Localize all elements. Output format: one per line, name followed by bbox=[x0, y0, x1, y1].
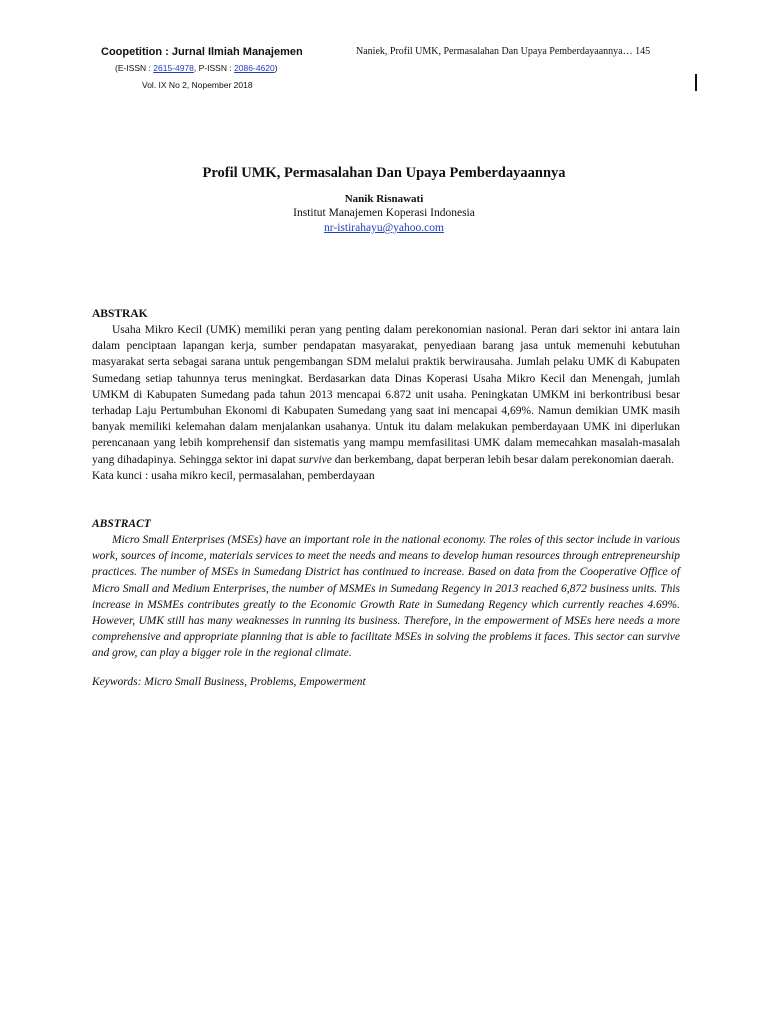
abstract-heading: ABSTRACT bbox=[92, 518, 151, 530]
abstract-keywords: Keywords: Micro Small Business, Problems, Empowerment bbox=[92, 675, 366, 688]
issn-prefix: (E-ISSN : bbox=[115, 63, 154, 73]
running-head: Naniek, Profil UMK, Permasalahan Dan Upaya Pemberdayaannya… 145 bbox=[356, 46, 651, 57]
abstract-section bbox=[92, 516, 680, 690]
text-cursor-marker bbox=[695, 74, 697, 91]
abstrak-section bbox=[92, 306, 680, 484]
volume-info: Vol. IX No 2, Nopember 2018 bbox=[142, 80, 253, 90]
abstrak-body bbox=[92, 322, 680, 468]
journal-name: Coopetition : Jurnal Ilmiah Manajemen bbox=[101, 46, 303, 58]
abstrak-italic-term: survive bbox=[298, 453, 332, 466]
pissn-link[interactable]: 2086-4620 bbox=[234, 63, 275, 73]
issn-line bbox=[115, 63, 321, 74]
abstrak-keywords: Kata kunci : usaha mikro kecil, permasalahan, pemberdayaan bbox=[92, 469, 375, 482]
issn-suffix: ) bbox=[274, 63, 278, 73]
article-title: Profil UMK, Permasalahan Dan Upaya Pemberdayaannya bbox=[202, 165, 566, 181]
journal-info bbox=[101, 45, 321, 91]
author-affiliation: Institut Manajemen Koperasi Indonesia bbox=[293, 207, 475, 219]
issn-mid: , P-ISSN : bbox=[193, 63, 235, 73]
abstrak-body-text: Usaha Mikro Kecil (UMK) memiliki peran yang penting dalam perekonomian nasional. Peran dari sektor ini antara lain dalam penciptaan lapangan kerja, sumber pendapatan masyarakat, penyediaan barang jasa untuk memenuhi kebutuhan masyarakat serta sebagai sarana untuk pengembangan SDM melalui praktik berwirausaha. Jumlah pelaku UMK di Kabupaten Sumedang setiap tahunnya terus meningkat. Berdasarkan data Dinas Koperasi Usaha Mikro Kecil dan Menengah, jumlah UMKM di Kabupaten Sumedang pada tahun 2013 mencapai 6.872 unit usaha. Peningkatan UMKM ini berkontribusi besar terhadap Laju Pertumbuhan Ekonomi di Kabupaten Sumedang yang saat ini mencapai 4,69%. Namun demikian UMK masih banyak memiliki kelemahan dalam menjalankan usahanya. Untuk itu dalam melakukan pemberdayaan UMK ini diperlukan perencanaan yang lebih komprehensif dan sistematis yang mampu memfasilitasi UMK dalam memecahkan masalah-masalah yang dihadapinya. Sehingga sektor ini dapat bbox=[92, 324, 680, 466]
author-name: Nanik Risnawati bbox=[344, 193, 424, 205]
eissn-link[interactable]: 2615-4978 bbox=[153, 63, 194, 73]
abstract-body: Micro Small Enterprises (MSEs) have an important role in the national economy. The roles of this sector include in various work, sources of income, materials services to meet the needs and means to develop human resources through entrepreneurship practices. The number of MSEs in Sumedang District has continued to increase. Based on data from the Cooperative Office of Micro Small and Medium Enterprises, the number of MSMEs in Sumedang Regency in 2013 reached 6,872 business units. This increase in MSMEs contributes greatly to the Economic Growth Rate in Sumedang Regency which currently reaches 4.69%. However, UMK still has many weaknesses in running its business. Therefore, in the empowerment of MSEs here needs a more comprehensive and appropriate planning that is able to facilitate MSEs in solving the problems it faces. This sector can survive and grow, can play a bigger role in the regional climate. bbox=[92, 534, 680, 660]
abstrak-heading: ABSTRAK bbox=[92, 308, 148, 320]
abstrak-body-end: dan berkembang, dapat berperan lebih besar dalam perekonomian daerah. bbox=[331, 453, 674, 466]
author-email-link[interactable]: nr-istirahayu@yahoo.com bbox=[324, 222, 444, 234]
